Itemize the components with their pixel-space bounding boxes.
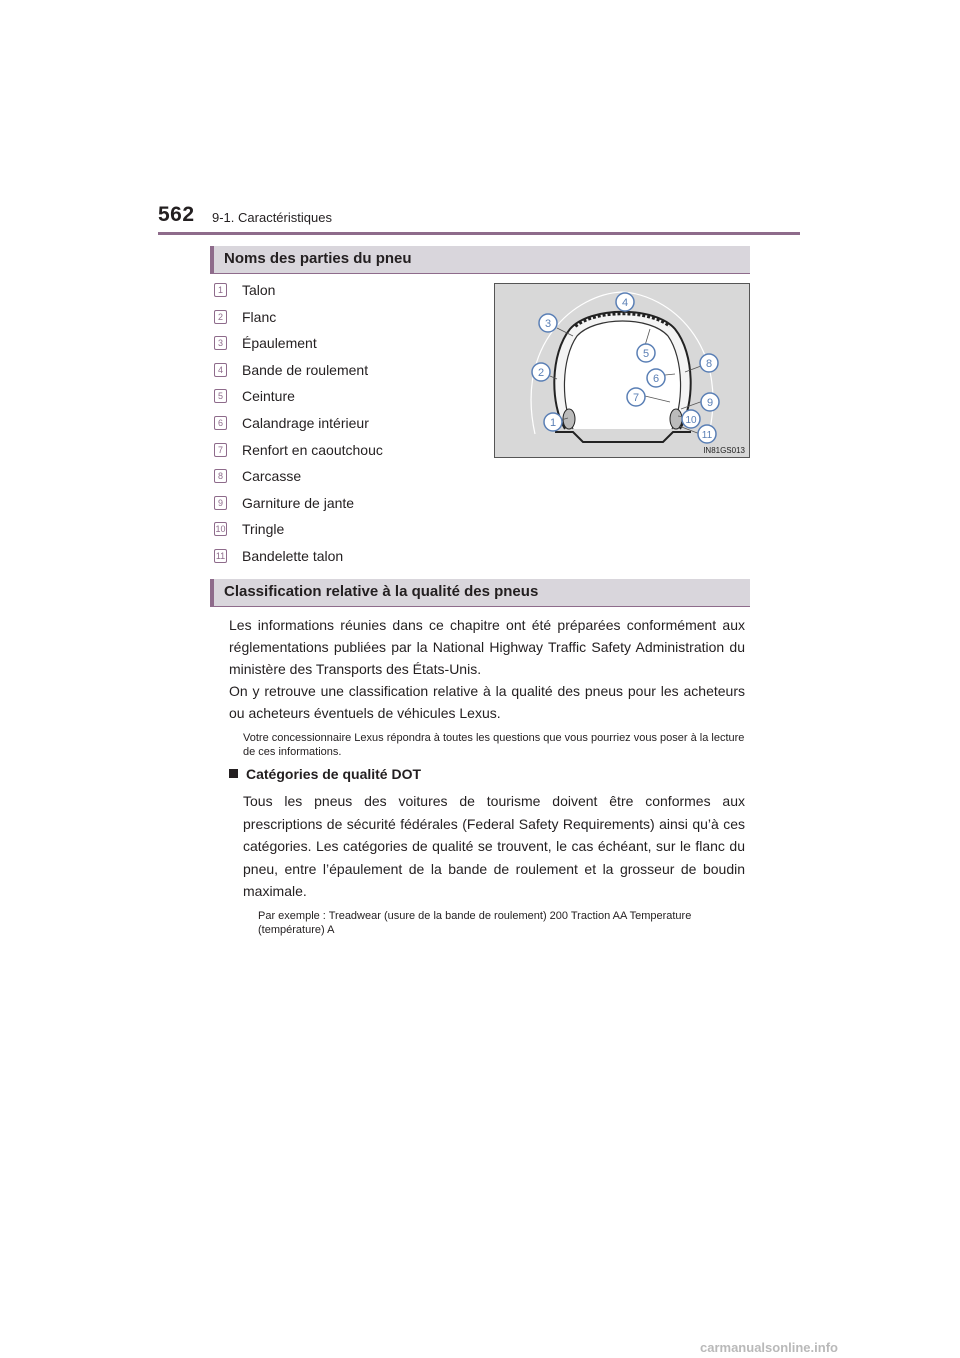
callout-11 xyxy=(698,425,716,443)
callout-8 xyxy=(700,354,718,372)
example-note: Par exemple : Treadwear (usure de la bande de roulement) 200 Traction AA Temperature (température) A xyxy=(258,910,692,936)
part-label: Renfort en caoutchouc xyxy=(242,441,383,458)
callout-3 xyxy=(539,314,557,332)
number-badge: 3 xyxy=(214,336,227,350)
section-heading-quality-grading xyxy=(210,579,750,607)
part-label: Talon xyxy=(242,282,276,298)
callout-7 xyxy=(627,388,645,406)
number-badge: 10 xyxy=(215,524,226,535)
callout-4 xyxy=(616,293,634,311)
svg-text:5: 5 xyxy=(642,348,650,360)
number-badge: 7 xyxy=(214,443,227,457)
svg-text:11: 11 xyxy=(701,430,713,441)
number-badge: 11 xyxy=(215,550,226,561)
intro-paragraph: Les informations réunies dans ce chapitre ont été préparées conformément aux réglementations publiées par la National Highway Traffic Safety Administration du ministère des Transports des États-Unis. xyxy=(229,617,745,677)
part-label: Épaulement xyxy=(242,335,317,352)
svg-text:2: 2 xyxy=(537,367,545,379)
part-label: Ceinture xyxy=(242,388,295,405)
number-badge: 8 xyxy=(214,469,227,483)
section-heading-tire-parts xyxy=(210,246,750,274)
callout-5 xyxy=(637,344,655,362)
callout-1 xyxy=(544,413,562,431)
svg-text:1: 1 xyxy=(549,417,557,429)
svg-text:7: 7 xyxy=(632,392,640,404)
number-badge: 6 xyxy=(214,416,227,430)
section-title: Noms des parties du pneu xyxy=(224,250,412,267)
dot-grades-paragraph: Tous les pneus des voitures de tourisme doivent être conformes aux prescriptions de sécurité fédérales (Federal Safety Requirements) ainsi qu’à ces catégories. Les catégories de qualité se trouvent, le cas échéant, sur le flanc du pneu, entre l’épaulement de la bande de roulement et la grosseur de boudin maximale. xyxy=(243,793,745,899)
dealer-note: Votre concessionnaire Lexus répondra à toutes les questions que vous pourriez vous poser à la lecture de ces informations. xyxy=(243,732,745,758)
tire-cross-section-illustration xyxy=(495,284,749,457)
wheel-rim xyxy=(555,432,691,442)
part-label: Calandrage intérieur xyxy=(242,414,369,431)
svg-text:4: 4 xyxy=(621,297,629,309)
svg-text:9: 9 xyxy=(706,397,714,409)
watermark: carmanualsonline.info xyxy=(700,1340,838,1355)
part-label: Garniture de jante xyxy=(242,494,355,511)
part-label: Bandelette talon xyxy=(242,547,344,564)
dot-grades-heading xyxy=(229,766,421,782)
subheading-text: Catégories de qualité DOT xyxy=(246,766,422,782)
part-label: Bande de roulement xyxy=(242,361,369,378)
chapter-title: 9-1. Caractéristiques xyxy=(212,210,332,225)
part-label: Carcasse xyxy=(242,468,302,485)
svg-text:6: 6 xyxy=(652,373,660,385)
part-label: Tringle xyxy=(242,521,285,538)
page-number: 562 xyxy=(158,203,195,226)
number-badge: 1 xyxy=(214,283,227,297)
number-badge: 2 xyxy=(214,310,227,324)
svg-text:10: 10 xyxy=(685,415,697,426)
figure-code: IN81GS013 xyxy=(703,446,745,455)
section-title: Classification relative à la qualité des pneus xyxy=(224,583,539,600)
callout-6 xyxy=(647,369,665,387)
number-badge: 5 xyxy=(214,389,227,403)
svg-text:8: 8 xyxy=(705,358,713,370)
callout-9 xyxy=(701,393,719,411)
svg-text:3: 3 xyxy=(544,318,552,330)
number-badge: 9 xyxy=(214,496,227,510)
callout-10 xyxy=(682,410,700,428)
header-rule xyxy=(158,232,800,235)
callout-2 xyxy=(532,363,550,381)
buyers-paragraph: On y retrouve une classification relative à la qualité des pneus pour les acheteurs ou acheteurs éventuels de véhicules Lexus. xyxy=(229,683,745,721)
number-badge: 4 xyxy=(214,363,227,377)
bullet-square-icon xyxy=(229,769,238,778)
bead-right xyxy=(670,409,682,429)
part-label: Flanc xyxy=(242,308,277,325)
tire-cross-section-figure xyxy=(494,283,750,458)
